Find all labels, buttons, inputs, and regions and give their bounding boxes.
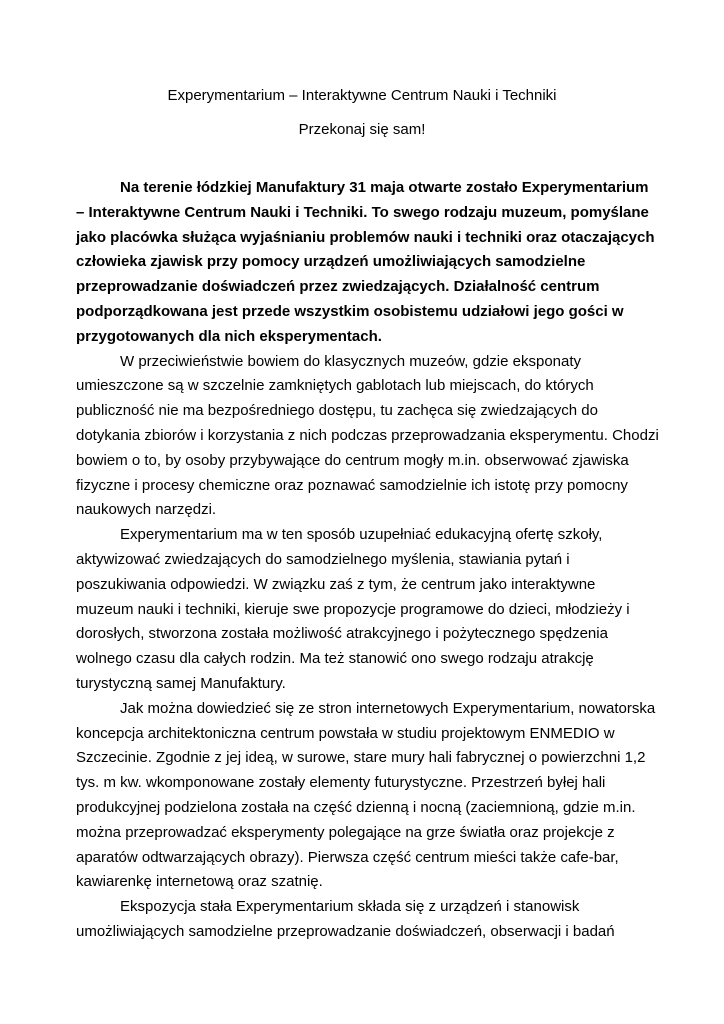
paragraph-line: tys. m kw. wkomponowane zostały elementy futurystyczne. Przestrzeń byłej hali	[76, 774, 606, 792]
paragraph-line: Experymentarium ma w ten sposób uzupełniać edukacyjną ofertę szkoły,	[120, 526, 603, 544]
paragraph	[76, 523, 654, 697]
paragraph-line: naukowych narzędzi.	[76, 501, 217, 519]
paragraph-line: publiczność nie ma bezpośredniego dostępu, tu zachęca się zwiedzających do	[76, 402, 598, 420]
paragraph-line: bowiem o to, by osoby przybywające do centrum mogły m.in. obserwować zjawiska	[76, 451, 629, 469]
document-subtitle: Przekonaj się sam!	[298, 121, 426, 138]
paragraph-line: kawiarenkę internetową oraz szatnię.	[76, 873, 323, 891]
paragraph	[76, 176, 654, 350]
paragraph-line: umieszczone są w szczelnie zamkniętych gablotach lub miejscach, do których	[76, 377, 594, 395]
paragraph-line: aktywizować zwiedzających do samodzielnego myślenia, stawiania pytań i	[76, 550, 570, 568]
paragraph-line: turystyczną samej Manufaktury.	[76, 674, 286, 692]
paragraph-line: poszukiwania odpowiedzi. W związku zaś z tym, że centrum jako interaktywne	[76, 575, 596, 593]
paragraph-line: W przeciwieństwie bowiem do klasycznych muzeów, gdzie eksponaty	[120, 352, 582, 370]
paragraph-line: jako placówka służąca wyjaśnianiu problemów nauki i techniki oraz otaczających	[76, 228, 655, 246]
paragraph-line: Na terenie łódzkiej Manufaktury 31 maja otwarte zostało Experymentarium	[120, 179, 649, 196]
paragraph-line: człowieka zjawisk przy pomocy urządzeń umożliwiających samodzielne	[76, 253, 586, 271]
paragraph	[76, 350, 659, 524]
paragraph-line: podporządkowana jest przede wszystkim osobistemu udziałowi jego gości w	[76, 302, 624, 320]
paragraph	[76, 697, 654, 895]
paragraph-line: przygotowanych dla nich eksperymentach.	[76, 327, 382, 345]
paragraph-line: umożliwiających samodzielne przeprowadzanie doświadczeń, obserwacji i badań	[76, 922, 615, 940]
paragraph-line: Szczecinie. Zgodnie z jej ideą, w surowe, stare mury hali fabrycznej o powierzchni 1,2	[76, 749, 646, 767]
paragraph-line: przeprowadzanie doświadczeń przez zwiedzających. Działalność centrum	[76, 278, 600, 296]
document-title: Experymentarium – Interaktywne Centrum Nauki i Techniki	[167, 87, 557, 104]
paragraph-line: dotykania zbiorów i korzystania z nich podczas przeprowadzania eksperymentu. Chodzi	[76, 426, 659, 444]
paragraph-line: produkcyjnej podzielona została na część dzienną i nocną (zaciemnioną, gdzie m.in.	[76, 798, 636, 816]
paragraph-line: dorosłych, stworzona została możliwość atrakcyjnego i pożytecznego spędzenia	[76, 625, 608, 643]
paragraph-line: – Interaktywne Centrum Nauki i Techniki. To swego rodzaju muzeum, pomyślane	[76, 203, 649, 221]
paragraph	[76, 895, 654, 945]
paragraph-line: wolnego czasu dla całych rodzin. Ma też stanowić ono swego rodzaju atrakcję	[76, 650, 594, 668]
paragraph-line: Ekspozycja stała Experymentarium składa się z urządzeń i stanowisk	[120, 898, 580, 916]
paragraph-line: koncepcja architektoniczna centrum powstała w studiu projektowym ENMEDIO w	[76, 724, 615, 742]
paragraph-line: aparatów odtwarzających obrazy). Pierwsza część centrum mieści także cafe-bar,	[76, 848, 619, 866]
document-body	[76, 176, 659, 945]
paragraph-line: można przeprowadzać eksperymenty polegające na grze światła oraz projekcje z	[76, 823, 615, 841]
paragraph-line: muzeum nauki i techniki, kieruje swe propozycje programowe do dzieci, młodzieży i	[76, 600, 630, 618]
paragraph-line: Jak można dowiedzieć się ze stron internetowych Experymentarium, nowatorska	[120, 699, 656, 717]
paragraph-line: fizyczne i procesy chemiczne oraz poznawać samodzielnie ich istotę przy pomocny	[76, 476, 628, 494]
